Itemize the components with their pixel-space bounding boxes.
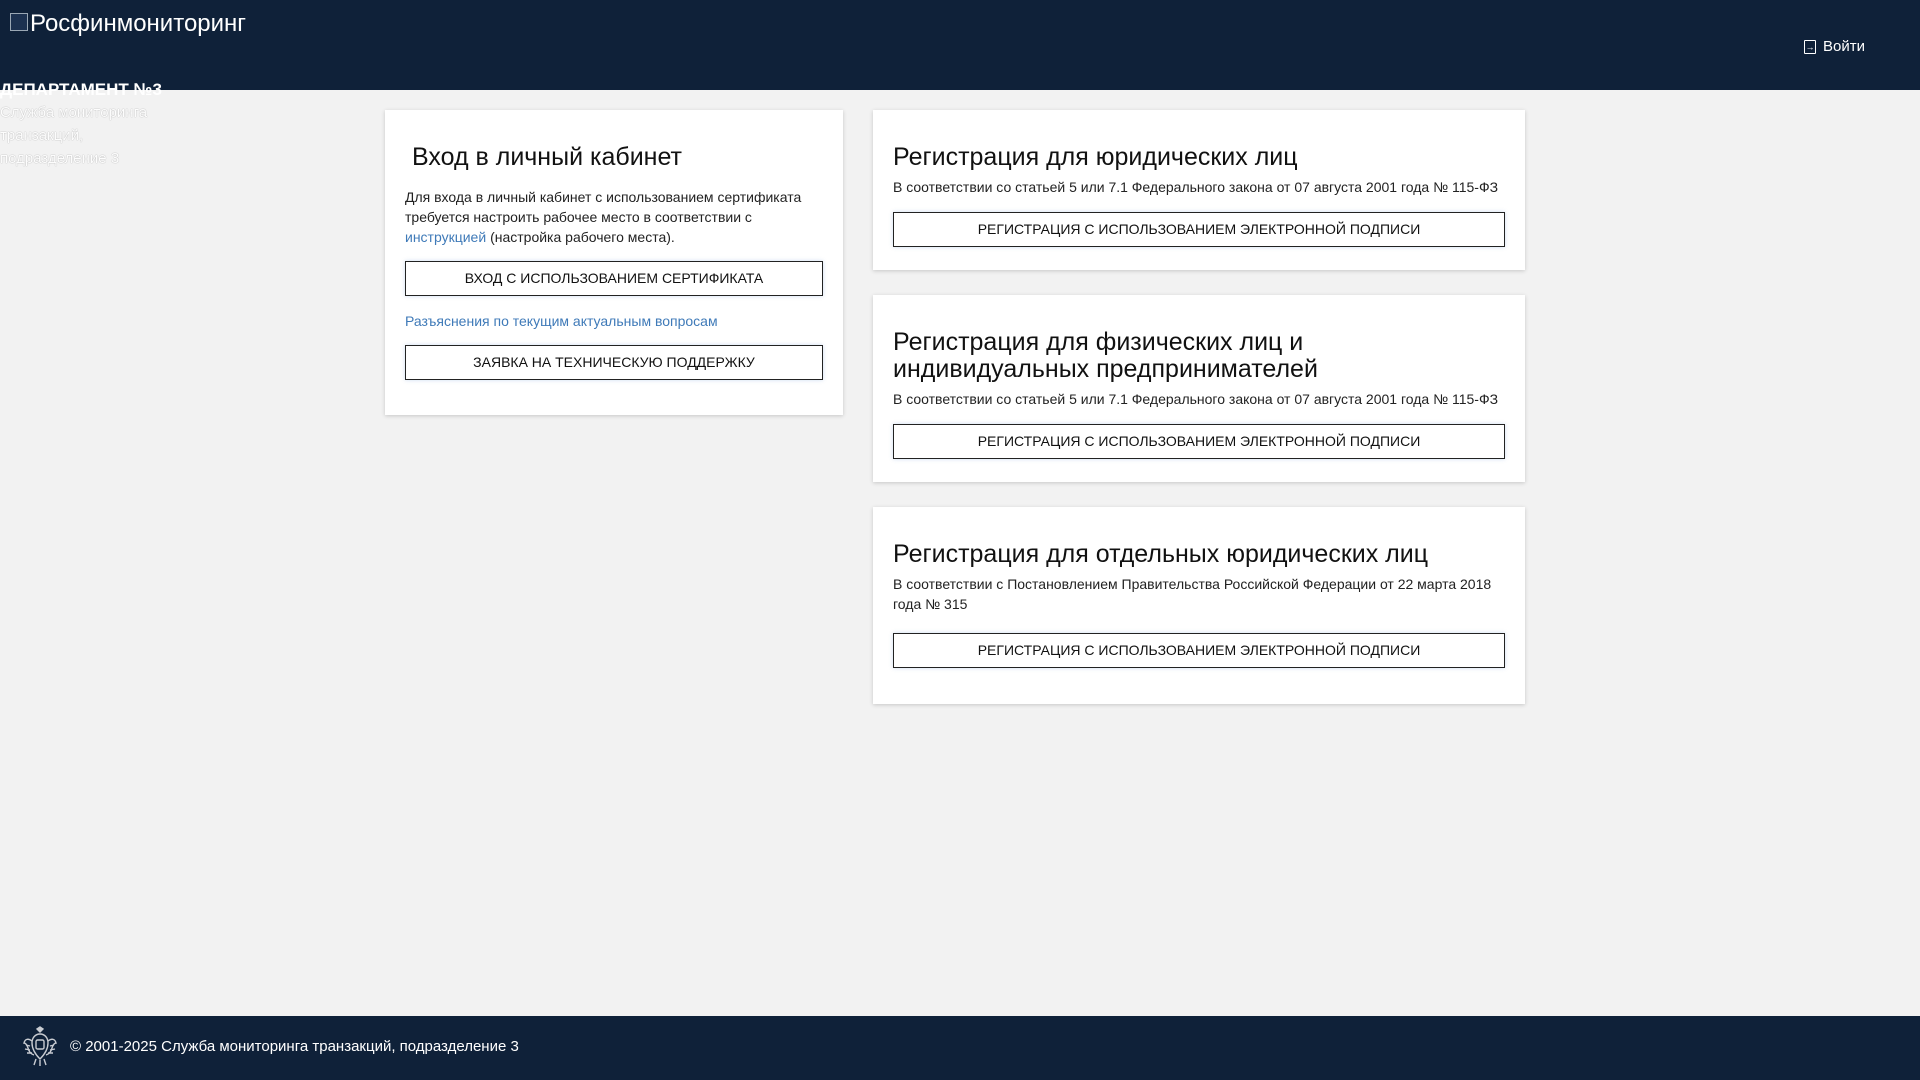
registration-card-individual <box>873 295 1525 482</box>
registration-card-special-legal <box>873 507 1525 704</box>
sign-in-icon: → <box>1805 41 1815 52</box>
login-card <box>385 110 843 415</box>
department-subtitle-line2: подразделение 3 <box>0 150 120 167</box>
login-text-after: (настройка рабочего места). <box>490 229 675 245</box>
logo-alt-text: Росфинмониторинг <box>30 10 247 37</box>
registration-e-signature-button[interactable]: РЕГИСТРАЦИЯ С ИСПОЛЬЗОВАНИЕМ ЭЛЕКТРОННОЙ ПОДПИСИ <box>893 212 1505 247</box>
double-headed-eagle-icon <box>22 1026 58 1068</box>
certificate-login-button[interactable]: ВХОД С ИСПОЛЬЗОВАНИЕМ СЕРТИФИКАТА <box>405 261 823 296</box>
registration-e-signature-button[interactable]: РЕГИСТРАЦИЯ С ИСПОЛЬЗОВАНИЕМ ЭЛЕКТРОННОЙ ПОДПИСИ <box>893 633 1505 668</box>
faq-link-wrapper <box>405 311 823 331</box>
registration-text: В соответствии с Постановлением Правительства Российской Федерации от 22 марта 2018 года № 315 <box>893 576 1492 612</box>
login-card-description <box>405 187 823 247</box>
registration-e-signature-button[interactable]: РЕГИСТРАЦИЯ С ИСПОЛЬЗОВАНИЕМ ЭЛЕКТРОННОЙ ПОДПИСИ <box>893 424 1505 459</box>
login-label: Войти <box>1823 38 1865 55</box>
registration-text: В соответствии со статьей 5 или 7.1 Федерального закона от 07 августа 2001 года № 115-ФЗ <box>893 179 1499 195</box>
login-text-before: Для входа в личный кабинет с использованием сертификата требуется настроить рабочее место в соответствии с <box>405 189 802 225</box>
copyright-text: © 2001-2025 Служба мониторинга транзакций, подразделение 3 <box>70 1038 519 1055</box>
instruction-link[interactable]: инструкцией <box>405 229 487 245</box>
footer <box>0 1016 1920 1080</box>
department-info <box>0 79 230 170</box>
department-title: ДЕПАРТАМЕНТ №3 <box>0 80 162 99</box>
broken-image-icon <box>10 13 28 31</box>
login-link[interactable] <box>1804 38 1865 55</box>
registration-title: Регистрация для отдельных юридических лиц <box>893 540 1429 568</box>
registration-title: Регистрация для юридических лиц <box>893 143 1298 171</box>
logo[interactable] <box>10 10 246 38</box>
support-request-button[interactable]: ЗАЯВКА НА ТЕХНИЧЕСКУЮ ПОДДЕРЖКУ <box>405 345 823 380</box>
registration-title: Регистрация для физических лиц и индивидуальных предпринимателей <box>893 328 1318 383</box>
registration-card-legal <box>873 110 1525 270</box>
department-subtitle-line1: Служба мониторинга транзакций, <box>0 104 148 144</box>
login-card-title: Вход в личный кабинет <box>412 143 682 171</box>
registration-text: В соответствии со статьей 5 или 7.1 Федерального закона от 07 августа 2001 года № 115-ФЗ <box>893 391 1499 407</box>
faq-link[interactable]: Разъяснения по текущим актуальным вопросам <box>405 313 718 329</box>
top-navbar <box>0 0 1920 90</box>
